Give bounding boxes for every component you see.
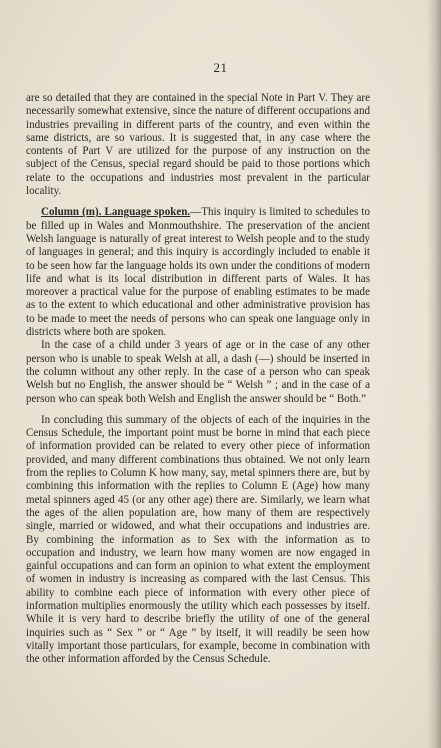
body-text xyxy=(26,92,370,666)
page-edge-shadow xyxy=(427,0,441,748)
section-heading-column-m: Column (m). Language spoken. xyxy=(41,206,191,219)
paragraph-welsh-answers: In the case of a child under 3 years of age or in the case of any other person who is unable to speak Welsh at all, a dash (—) should be inserted in the column without any other reply. In the case of a person who can speak Welsh but no English, the answer should be “ Welsh ” ; and in the case of a person who can speak both Welsh and English the answer should be “ Both.” xyxy=(26,339,370,405)
page-number: 21 xyxy=(213,60,228,75)
paragraph-language-spoken xyxy=(26,206,370,339)
paragraph-part-v-note: are so detailed that they are contained in the special Note in Part V. They are necessarily somewhat extensive, since the nature of different occupations and industries prevailing in different parts of the country, and even within the same districts, are so various. It is suggested that, in any case where the contents of Part V are utilized for the purpose of any instruction on the subject of the Census, special regard should be paid to those portions which relate to the occupations and industries most prevalent in the particular locality. xyxy=(26,92,370,198)
paragraph-concluding-summary: In concluding this summary of the objects of each of the inquiries in the Census Schedule, the important point must be borne in mind that each piece of information provided can be related to every other piece of information provided, and many different combinations thus obtained. We not only learn from the replies to Column K how many, say, metal spinners there are, but by combining this information with the replies to Column E (Age) how many metal spinners aged 45 (or any other age) there are. Similarly, we learn what the ages of the alien population are, how many of them are respectively single, married or widowed, and what their occupations and industries are. By combining the information as to Sex with the information as to occupation and industry, we learn how many women are now engaged in gainful occupations and can form an opinion to what extent the employment of women in industry is increasing as compared with the last Census. This ability to combine each piece of information with every other piece of information multiplies enormously the utility which each possesses by itself. While it is very hard to describe briefly the utility of one of the general inquiries such as “ Sex ” or “ Age ” by itself, it will readily be seen how vitally important those particulars, for example, become in combination with the other information afforded by the Census Schedule. xyxy=(26,413,370,666)
paragraph-language-spoken-body: —This inquiry is limited to schedules to be filled up in Wales and Monmouthshire. The preservation of the ancient Welsh language is naturally of great interest to Welsh people and to the study of languages in general; and this inquiry is accordingly included to enable it to be seen how far the language holds its own under the conditions of modern life and what is its local distribution in different parts of Wales. It has moreover a practical value for the purpose of enabling estimates to be made as to the extent to which educational and other administrative provision has to be made to meet the needs of persons who can speak one language only in districts where both are spoken. xyxy=(26,206,370,339)
